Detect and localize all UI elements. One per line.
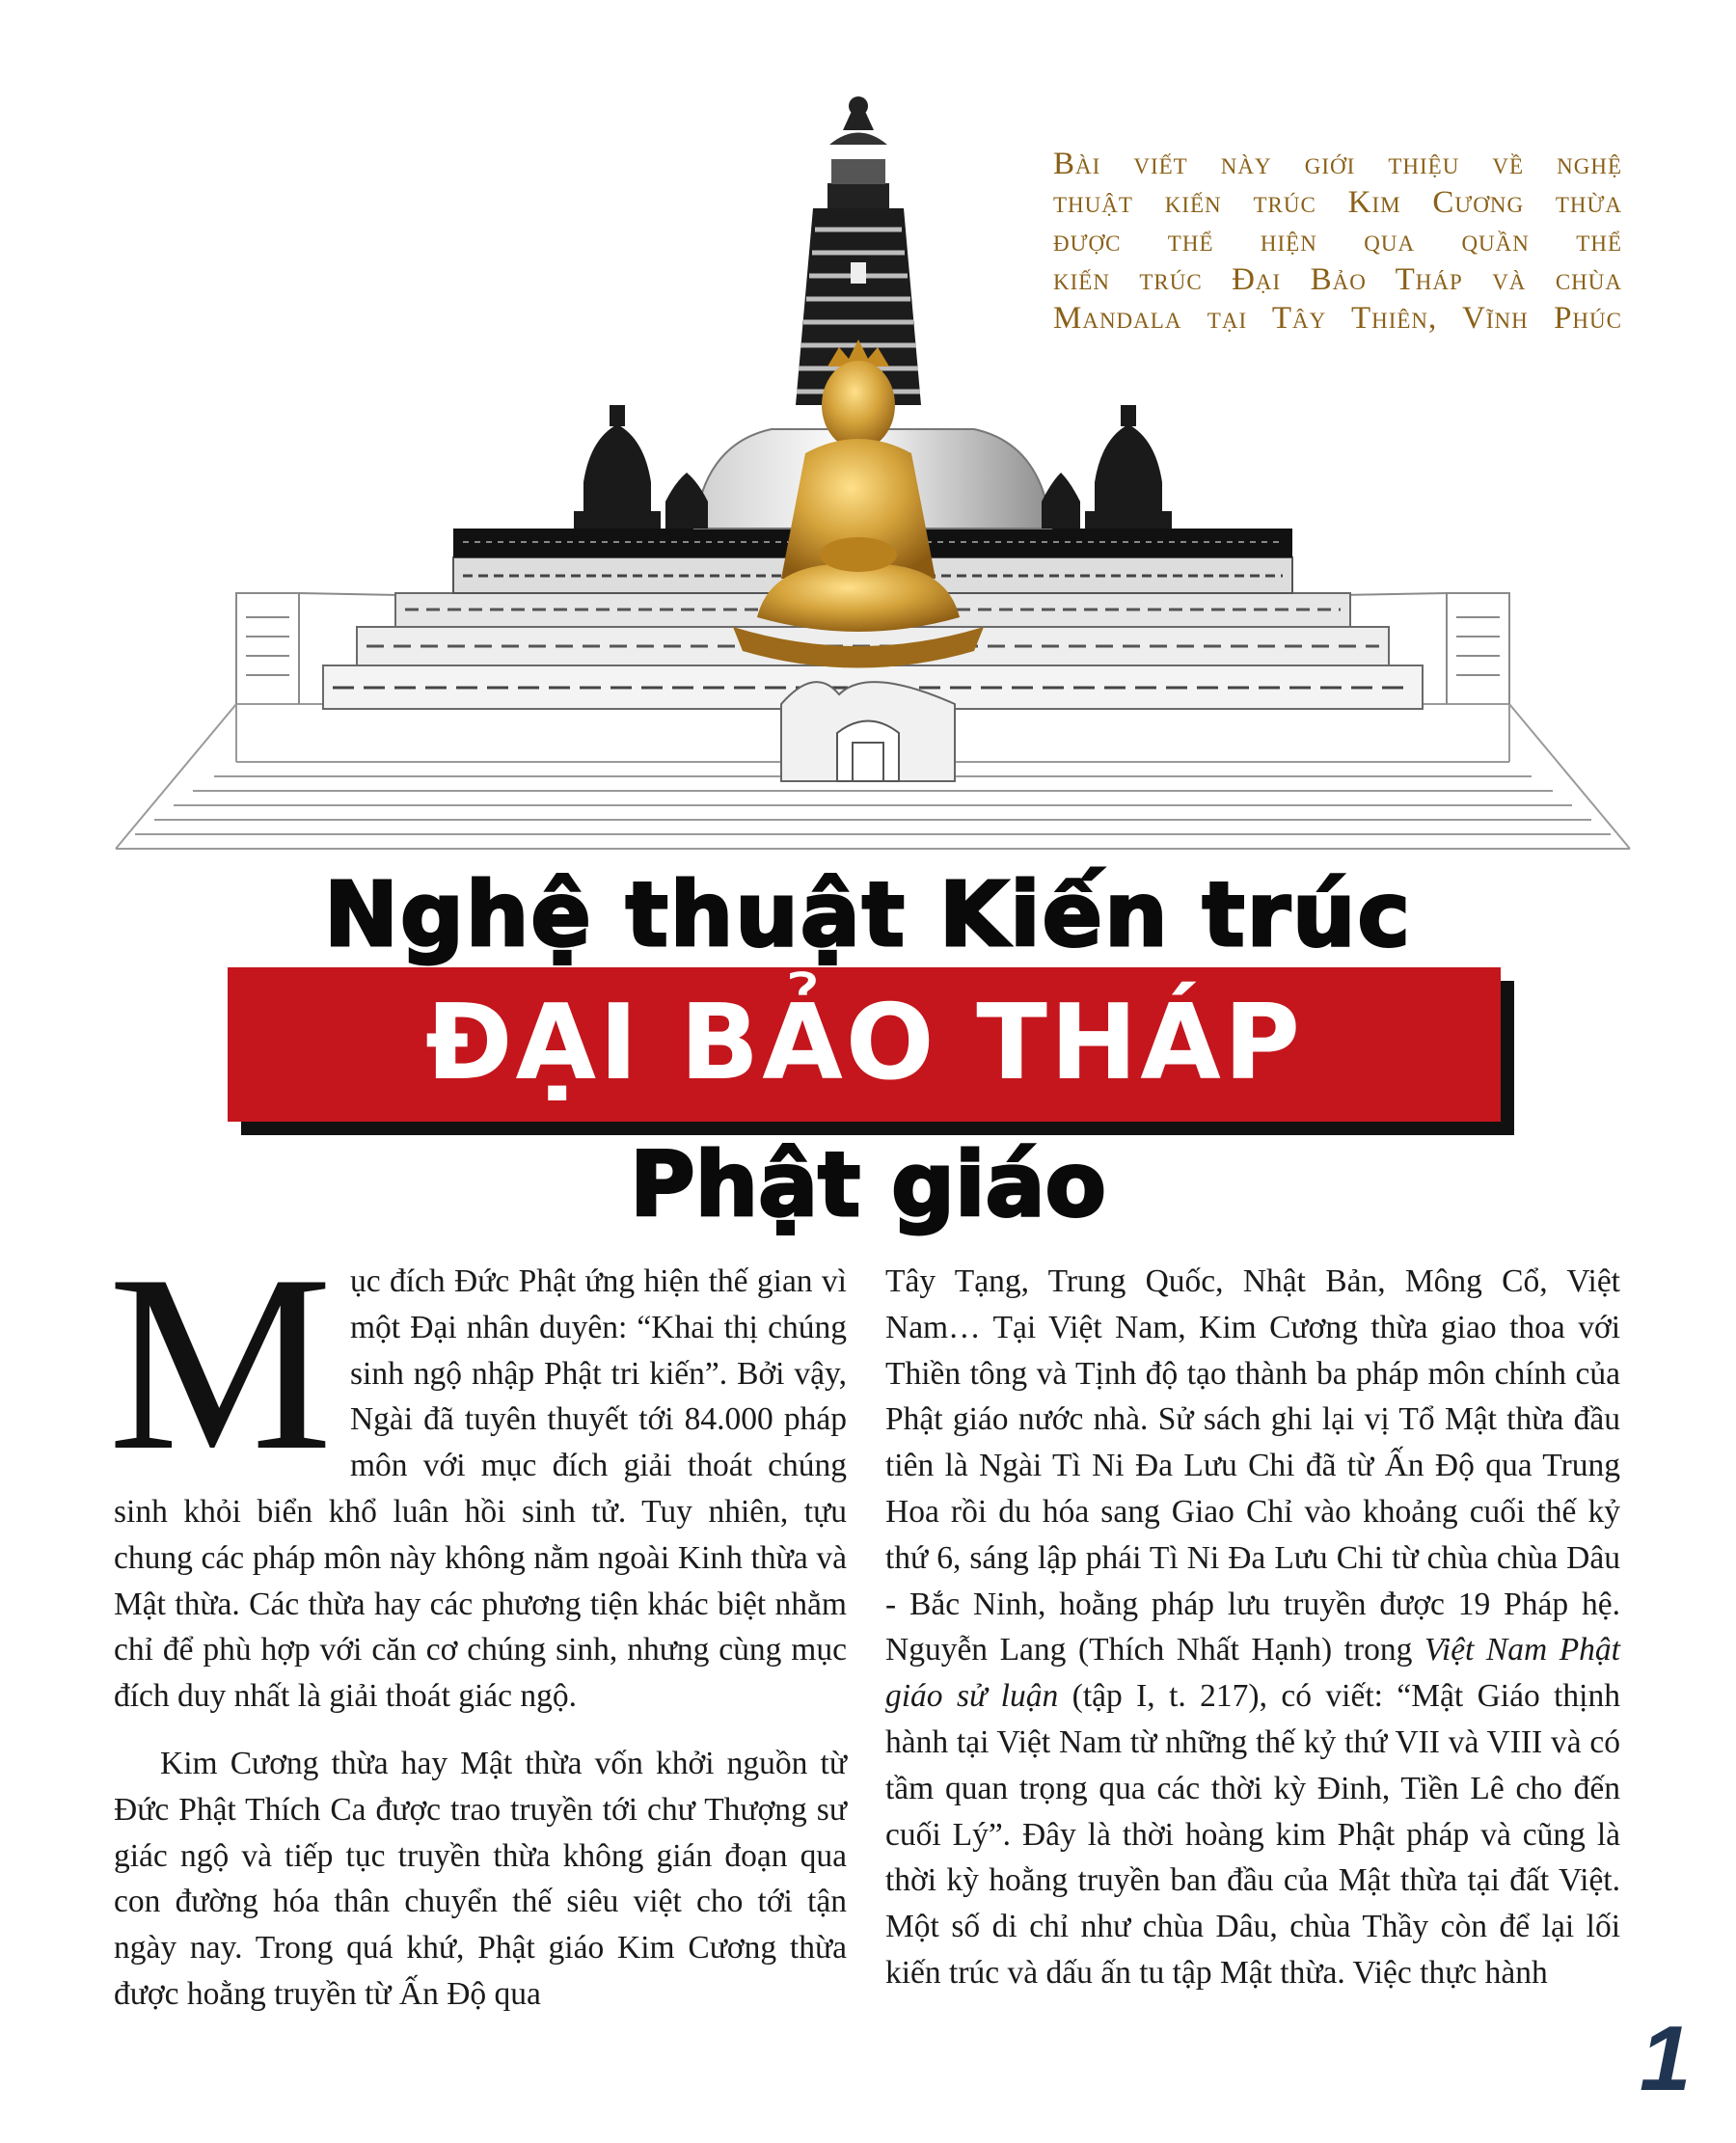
paragraph	[108, 1223, 847, 1720]
intro-line: thuật kiến trúc Kim Cương thừa	[1053, 185, 1622, 220]
stupa-illustration	[0, 0, 1736, 868]
article-column-right	[885, 1259, 1620, 1996]
intro-blurb	[1053, 145, 1622, 338]
book-title: Việt Nam Phật giáo sử luận	[885, 1632, 1620, 1715]
paragraph-text: Tây Tạng, Trung Quốc, Nhật Bản, Mông Cổ, Việt Nam… Tại Việt Nam, Kim Cương thừa giao thoa với Thiền tông và Tịnh độ tạo thành ba pháp môn chính của Phật giáo nước nhà. Sử sách ghi lại vị Tổ Mật thừa đầu tiên là Ngài Tì Ni Đa Lưu Chi đã từ Ấn Độ qua Trung Hoa rồi du hóa sang Giao Chỉ vào khoảng cuối thế kỷ thứ 6, sáng lập phái Tì Ni Đa Lưu Chi từ chùa chùa Dâu - Bắc Ninh, hoằng pháp lưu truyền được 19 Pháp hệ. Nguyễn Lang (Thích Nhất Hạnh) trong	[885, 1263, 1620, 1668]
article-column-left	[108, 1223, 847, 2018]
drop-cap: M	[108, 1223, 333, 1503]
paragraph: Kim Cương thừa hay Mật thừa vốn khởi nguồn từ Đức Phật Thích Ca được trao truyền tới chư Thượng sư giác ngộ và tiếp tục truyền thừa không gián đoạn qua con đường hóa thân chuyển thế siêu việt cho tới tận ngày nay. Trong quá khứ, Phật giáo Kim Cương thừa được hoằng truyền từ Ấn Độ qua	[114, 1745, 847, 2012]
intro-line: Mandala tại Tây Thiên, Vĩnh Phúc	[1053, 301, 1622, 336]
title-line-2: ĐẠI BẢO THÁP	[425, 983, 1303, 1103]
intro-line: Bài viết này giới thiệu về nghệ	[1053, 147, 1622, 181]
page-number: 1	[1640, 2007, 1692, 2110]
intro-line: được thể hiện qua quần thể	[1053, 224, 1622, 258]
paragraph-text: ục đích Đức Phật ứng hiện thế gian vì một Đại nhân duyên: “Khai thị chúng sinh ngộ nhập Phật tri kiến”. Bởi vậy, Ngài đã tuyên thuyết tới 84.000 pháp môn với mục đích giải thoát chúng sinh khỏi biển khổ luân hồi sinh tử. Tuy nhiên, tựu chung các pháp môn này không nằm ngoài Kinh thừa và Mật thừa. Các thừa hay các phương tiện khác biệt nhằm chỉ để phù hợp với căn cơ chúng sinh, nhưng cùng mục đích duy nhất là giải thoát giác ngộ.	[114, 1263, 847, 1715]
small-temple-left	[574, 405, 708, 529]
title-line-3: Phật giáo	[630, 1133, 1106, 1236]
paragraph-text: (tập I, t. 217), có viết: “Mật Giáo thịnh hành tại Việt Nam từ những thế kỷ thứ VII và VIII và có tầm quan trọng qua các thời kỳ Đinh, Tiền Lê cho đến cuối Lý”. Đây là thời hoàng kim Phật pháp và cũng là thời kỳ hoằng truyền ban đầu của Mật thừa tại đất Việt. Một số di chỉ như chùa Dâu, chùa Thầy còn để lại lối kiến trúc và dấu ấn tu tập Mật thừa. Việc thực hành	[885, 1678, 1620, 1991]
intro-line: kiến trúc Đại Bảo Tháp và chùa	[1053, 262, 1622, 297]
small-temple-right	[1042, 405, 1172, 529]
paragraph	[885, 1259, 1620, 1996]
entrance-gate	[781, 682, 955, 781]
title-line-1: Nghệ thuật Kiến trúc	[324, 863, 1412, 966]
